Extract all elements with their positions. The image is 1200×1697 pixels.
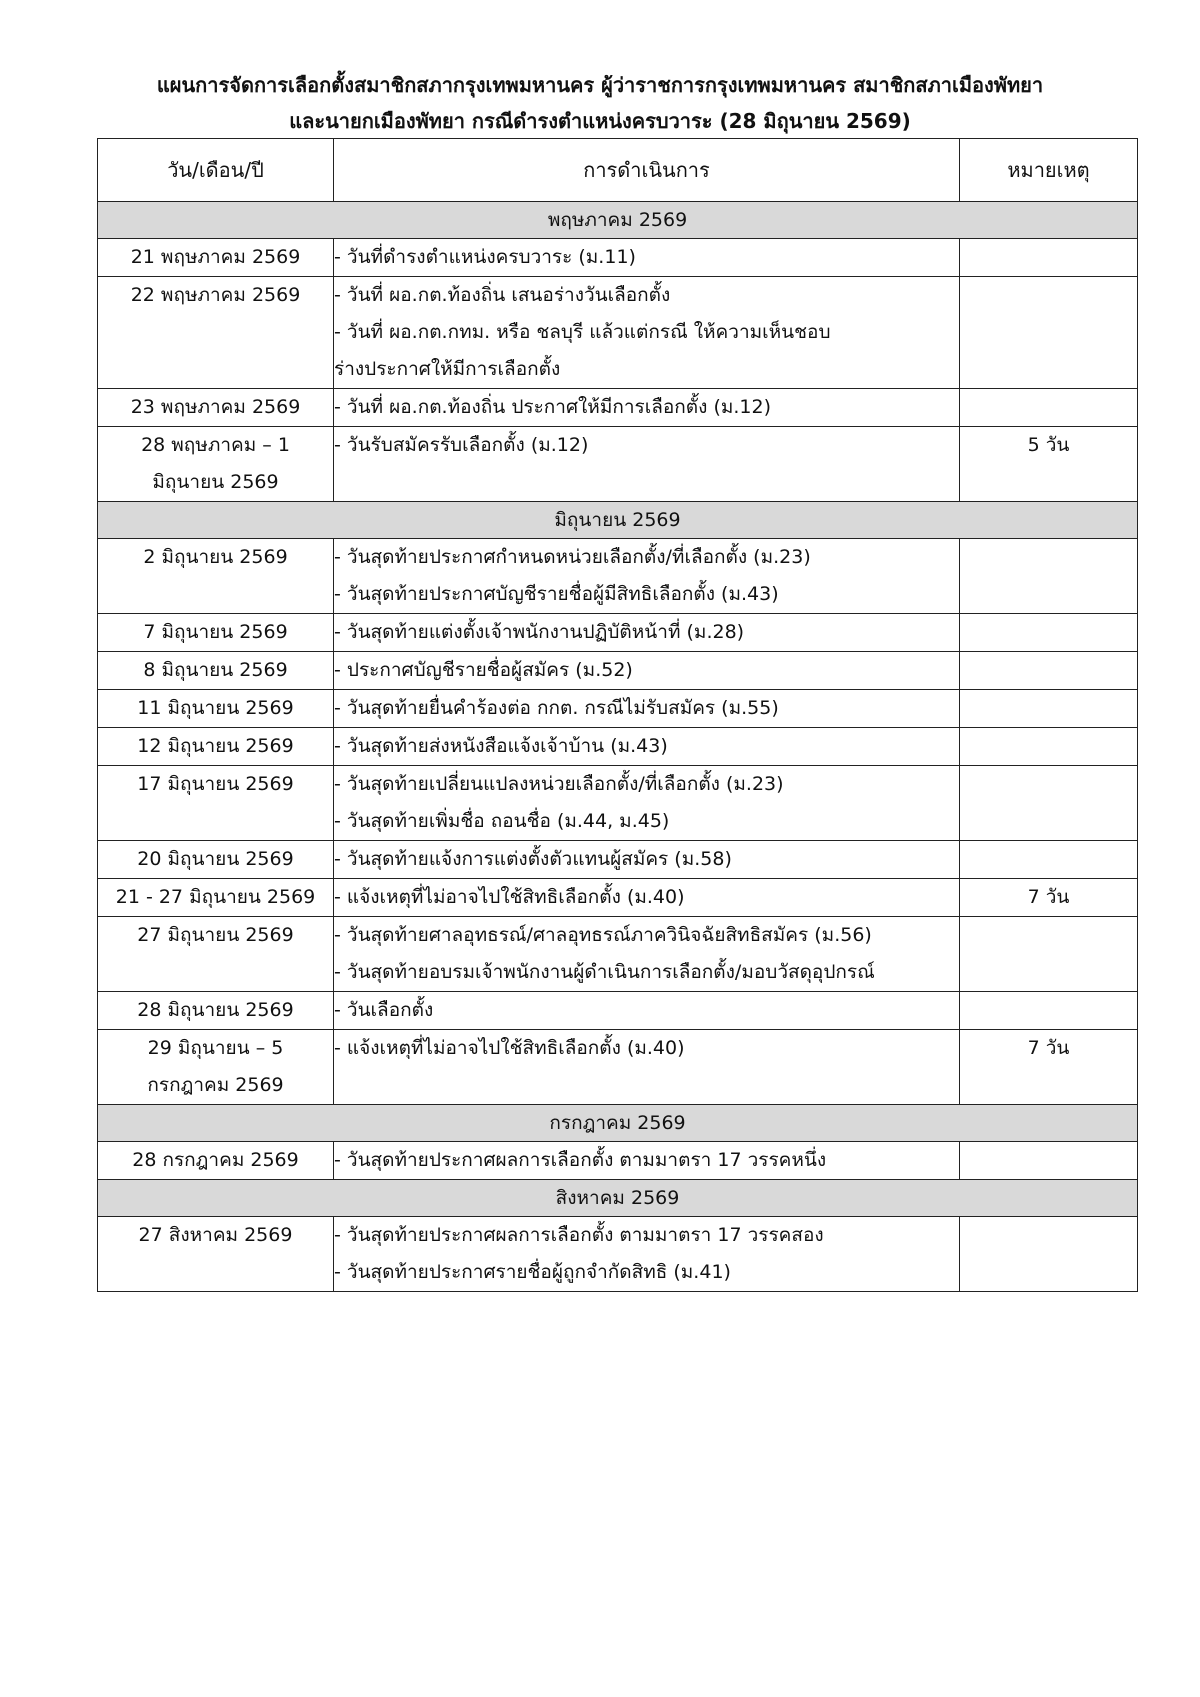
date-text: 12 มิถุนายน 2569 (137, 735, 294, 757)
date-text: 22 พฤษภาคม 2569 (130, 284, 301, 306)
table-row (98, 1030, 1138, 1105)
action-cell (334, 1217, 960, 1292)
table-row (98, 728, 1138, 766)
note-cell (960, 277, 1138, 389)
header-row (98, 139, 1138, 202)
election-plan-table (97, 138, 1138, 1292)
action-text: - วันสุดท้ายแจ้งการแต่งตั้งตัวแทนผู้สมัคร (ม.58) (334, 848, 732, 870)
table-row (98, 389, 1138, 427)
table-row (98, 917, 1138, 992)
date-cell (98, 728, 334, 766)
month-label: มิถุนายน 2569 (98, 502, 1138, 539)
date-cell (98, 690, 334, 728)
action-text: - วันสุดท้ายประกาศกำหนดหน่วยเลือกตั้ง/ที่เลือกตั้ง (ม.23) (334, 546, 811, 568)
date-cell (98, 277, 334, 389)
action-text: - วันสุดท้ายประกาศบัญชีรายชื่อผู้มีสิทธิเลือกตั้ง (ม.43) (334, 583, 779, 605)
month-row-may (98, 202, 1138, 239)
table-row (98, 690, 1138, 728)
date-cell (98, 917, 334, 992)
month-row-august (98, 1180, 1138, 1217)
action-text: - วันที่ ผอ.กต.กทม. หรือ ชลบุรี แล้วแต่กรณี ให้ความเห็นชอบ (334, 321, 831, 343)
note-cell (960, 389, 1138, 427)
date-text: มิถุนายน 2569 (152, 471, 279, 493)
note-cell (960, 917, 1138, 992)
note-cell (960, 728, 1138, 766)
date-cell (98, 652, 334, 690)
table-row (98, 277, 1138, 389)
month-label: กรกฎาคม 2569 (98, 1105, 1138, 1142)
action-text: - วันสุดท้ายประกาศผลการเลือกตั้ง ตามมาตรา 17 วรรคสอง (334, 1224, 824, 1246)
note-cell (960, 690, 1138, 728)
note-cell (960, 539, 1138, 614)
action-text: - แจ้งเหตุที่ไม่อาจไปใช้สิทธิเลือกตั้ง (ม.40) (334, 886, 685, 908)
month-row-july (98, 1105, 1138, 1142)
action-cell (334, 539, 960, 614)
action-text: - วันรับสมัครรับเลือกตั้ง (ม.12) (334, 434, 589, 456)
action-cell (334, 1030, 960, 1105)
note-cell (960, 1030, 1138, 1105)
date-cell (98, 539, 334, 614)
action-cell (334, 1142, 960, 1180)
table-row (98, 1217, 1138, 1292)
date-text: 23 พฤษภาคม 2569 (130, 396, 301, 418)
date-cell (98, 766, 334, 841)
header-action: การดำเนินการ (334, 139, 960, 202)
date-cell (98, 239, 334, 277)
action-text: - วันสุดท้ายอบรมเจ้าพนักงานผู้ดำเนินการเลือกตั้ง/มอบวัสดุอุปกรณ์ (334, 961, 875, 983)
action-text: - วันสุดท้ายศาลอุทธรณ์/ศาลอุทธรณ์ภาควินิจฉัยสิทธิสมัคร (ม.56) (334, 924, 872, 946)
date-text: 28 มิถุนายน 2569 (137, 999, 294, 1021)
table-row (98, 614, 1138, 652)
action-cell (334, 841, 960, 879)
action-cell (334, 992, 960, 1030)
month-label: พฤษภาคม 2569 (98, 202, 1138, 239)
action-text: - ประกาศบัญชีรายชื่อผู้สมัคร (ม.52) (334, 659, 633, 681)
action-text: - วันสุดท้ายแต่งตั้งเจ้าพนักงานปฏิบัติหน้าที่ (ม.28) (334, 621, 745, 643)
action-text: - วันที่ ผอ.กต.ท้องถิ่น เสนอร่างวันเลือกตั้ง (334, 284, 671, 306)
action-text: - วันสุดท้ายประกาศผลการเลือกตั้ง ตามมาตรา 17 วรรคหนึ่ง (334, 1149, 827, 1171)
header-date: วัน/เดือน/ปี (98, 139, 334, 202)
action-cell (334, 277, 960, 389)
table-row (98, 992, 1138, 1030)
date-cell (98, 841, 334, 879)
date-cell (98, 427, 334, 502)
date-text: 21 พฤษภาคม 2569 (130, 246, 301, 268)
date-text: 29 มิถุนายน – 5 (147, 1037, 284, 1059)
table-row (98, 879, 1138, 917)
date-cell (98, 1142, 334, 1180)
document-title-line-1: แผนการจัดการเลือกตั้งสมาชิกสภากรุงเทพมหานคร ผู้ว่าราชการกรุงเทพมหานคร สมาชิกสภาเมืองพัทยา (156, 73, 1044, 97)
action-text: ร่างประกาศให้มีการเลือกตั้ง (334, 358, 561, 380)
note-cell (960, 427, 1138, 502)
table-row (98, 539, 1138, 614)
date-text: กรกฎาคม 2569 (147, 1074, 284, 1096)
action-text: - วันที่ ผอ.กต.ท้องถิ่น ประกาศให้มีการเลือกตั้ง (ม.12) (334, 396, 772, 418)
date-cell (98, 1030, 334, 1105)
date-text: 17 มิถุนายน 2569 (137, 773, 294, 795)
date-text: 20 มิถุนายน 2569 (137, 848, 294, 870)
note-cell (960, 992, 1138, 1030)
date-text: 28 กรกฎาคม 2569 (132, 1149, 299, 1171)
date-text: 28 พฤษภาคม – 1 (141, 434, 290, 456)
date-cell (98, 992, 334, 1030)
note-cell (960, 652, 1138, 690)
table-row (98, 239, 1138, 277)
action-text: - วันสุดท้ายเปลี่ยนแปลงหน่วยเลือกตั้ง/ที่เลือกตั้ง (ม.23) (334, 773, 784, 795)
action-cell (334, 690, 960, 728)
note-cell (960, 614, 1138, 652)
action-text: - วันที่ดำรงตำแหน่งครบวาระ (ม.11) (334, 246, 636, 268)
action-cell (334, 614, 960, 652)
action-cell (334, 389, 960, 427)
action-text: - วันสุดท้ายยื่นคำร้องต่อ กกต. กรณีไม่รับสมัคร (ม.55) (334, 697, 779, 719)
note-text: 7 วัน (1027, 886, 1070, 908)
action-cell (334, 239, 960, 277)
note-cell (960, 766, 1138, 841)
note-text: 5 วัน (1027, 434, 1070, 456)
month-row-june (98, 502, 1138, 539)
action-cell (334, 652, 960, 690)
action-cell (334, 917, 960, 992)
note-cell (960, 239, 1138, 277)
date-text: 8 มิถุนายน 2569 (143, 659, 288, 681)
note-cell (960, 1142, 1138, 1180)
note-cell (960, 841, 1138, 879)
action-text: - วันสุดท้ายประกาศรายชื่อผู้ถูกจำกัดสิทธิ (ม.41) (334, 1261, 731, 1283)
note-cell (960, 1217, 1138, 1292)
action-text: - วันสุดท้ายส่งหนังสือแจ้งเจ้าบ้าน (ม.43) (334, 735, 668, 757)
date-text: 2 มิถุนายน 2569 (143, 546, 288, 568)
date-text: 27 สิงหาคม 2569 (138, 1224, 293, 1246)
action-cell (334, 766, 960, 841)
action-cell (334, 427, 960, 502)
table-row (98, 427, 1138, 502)
table-row (98, 652, 1138, 690)
month-label: สิงหาคม 2569 (98, 1180, 1138, 1217)
date-cell (98, 614, 334, 652)
header-note: หมายเหตุ (960, 139, 1138, 202)
note-text: 7 วัน (1027, 1037, 1070, 1059)
date-text: 27 มิถุนายน 2569 (137, 924, 294, 946)
note-cell (960, 879, 1138, 917)
document-title-line-2: และนายกเมืองพัทยา กรณีดำรงตำแหน่งครบวาระ (28 มิถุนายน 2569) (289, 109, 911, 133)
date-cell (98, 879, 334, 917)
date-cell (98, 389, 334, 427)
table-row (98, 766, 1138, 841)
action-text: - แจ้งเหตุที่ไม่อาจไปใช้สิทธิเลือกตั้ง (ม.40) (334, 1037, 685, 1059)
action-text: - วันสุดท้ายเพิ่มชื่อ ถอนชื่อ (ม.44, ม.45) (334, 810, 670, 832)
date-text: 7 มิถุนายน 2569 (143, 621, 288, 643)
action-cell (334, 879, 960, 917)
table-row (98, 841, 1138, 879)
table-row (98, 1142, 1138, 1180)
date-text: 11 มิถุนายน 2569 (137, 697, 294, 719)
date-text: 21 - 27 มิถุนายน 2569 (115, 886, 316, 908)
date-cell (98, 1217, 334, 1292)
action-text: - วันเลือกตั้ง (334, 999, 434, 1021)
action-cell (334, 728, 960, 766)
